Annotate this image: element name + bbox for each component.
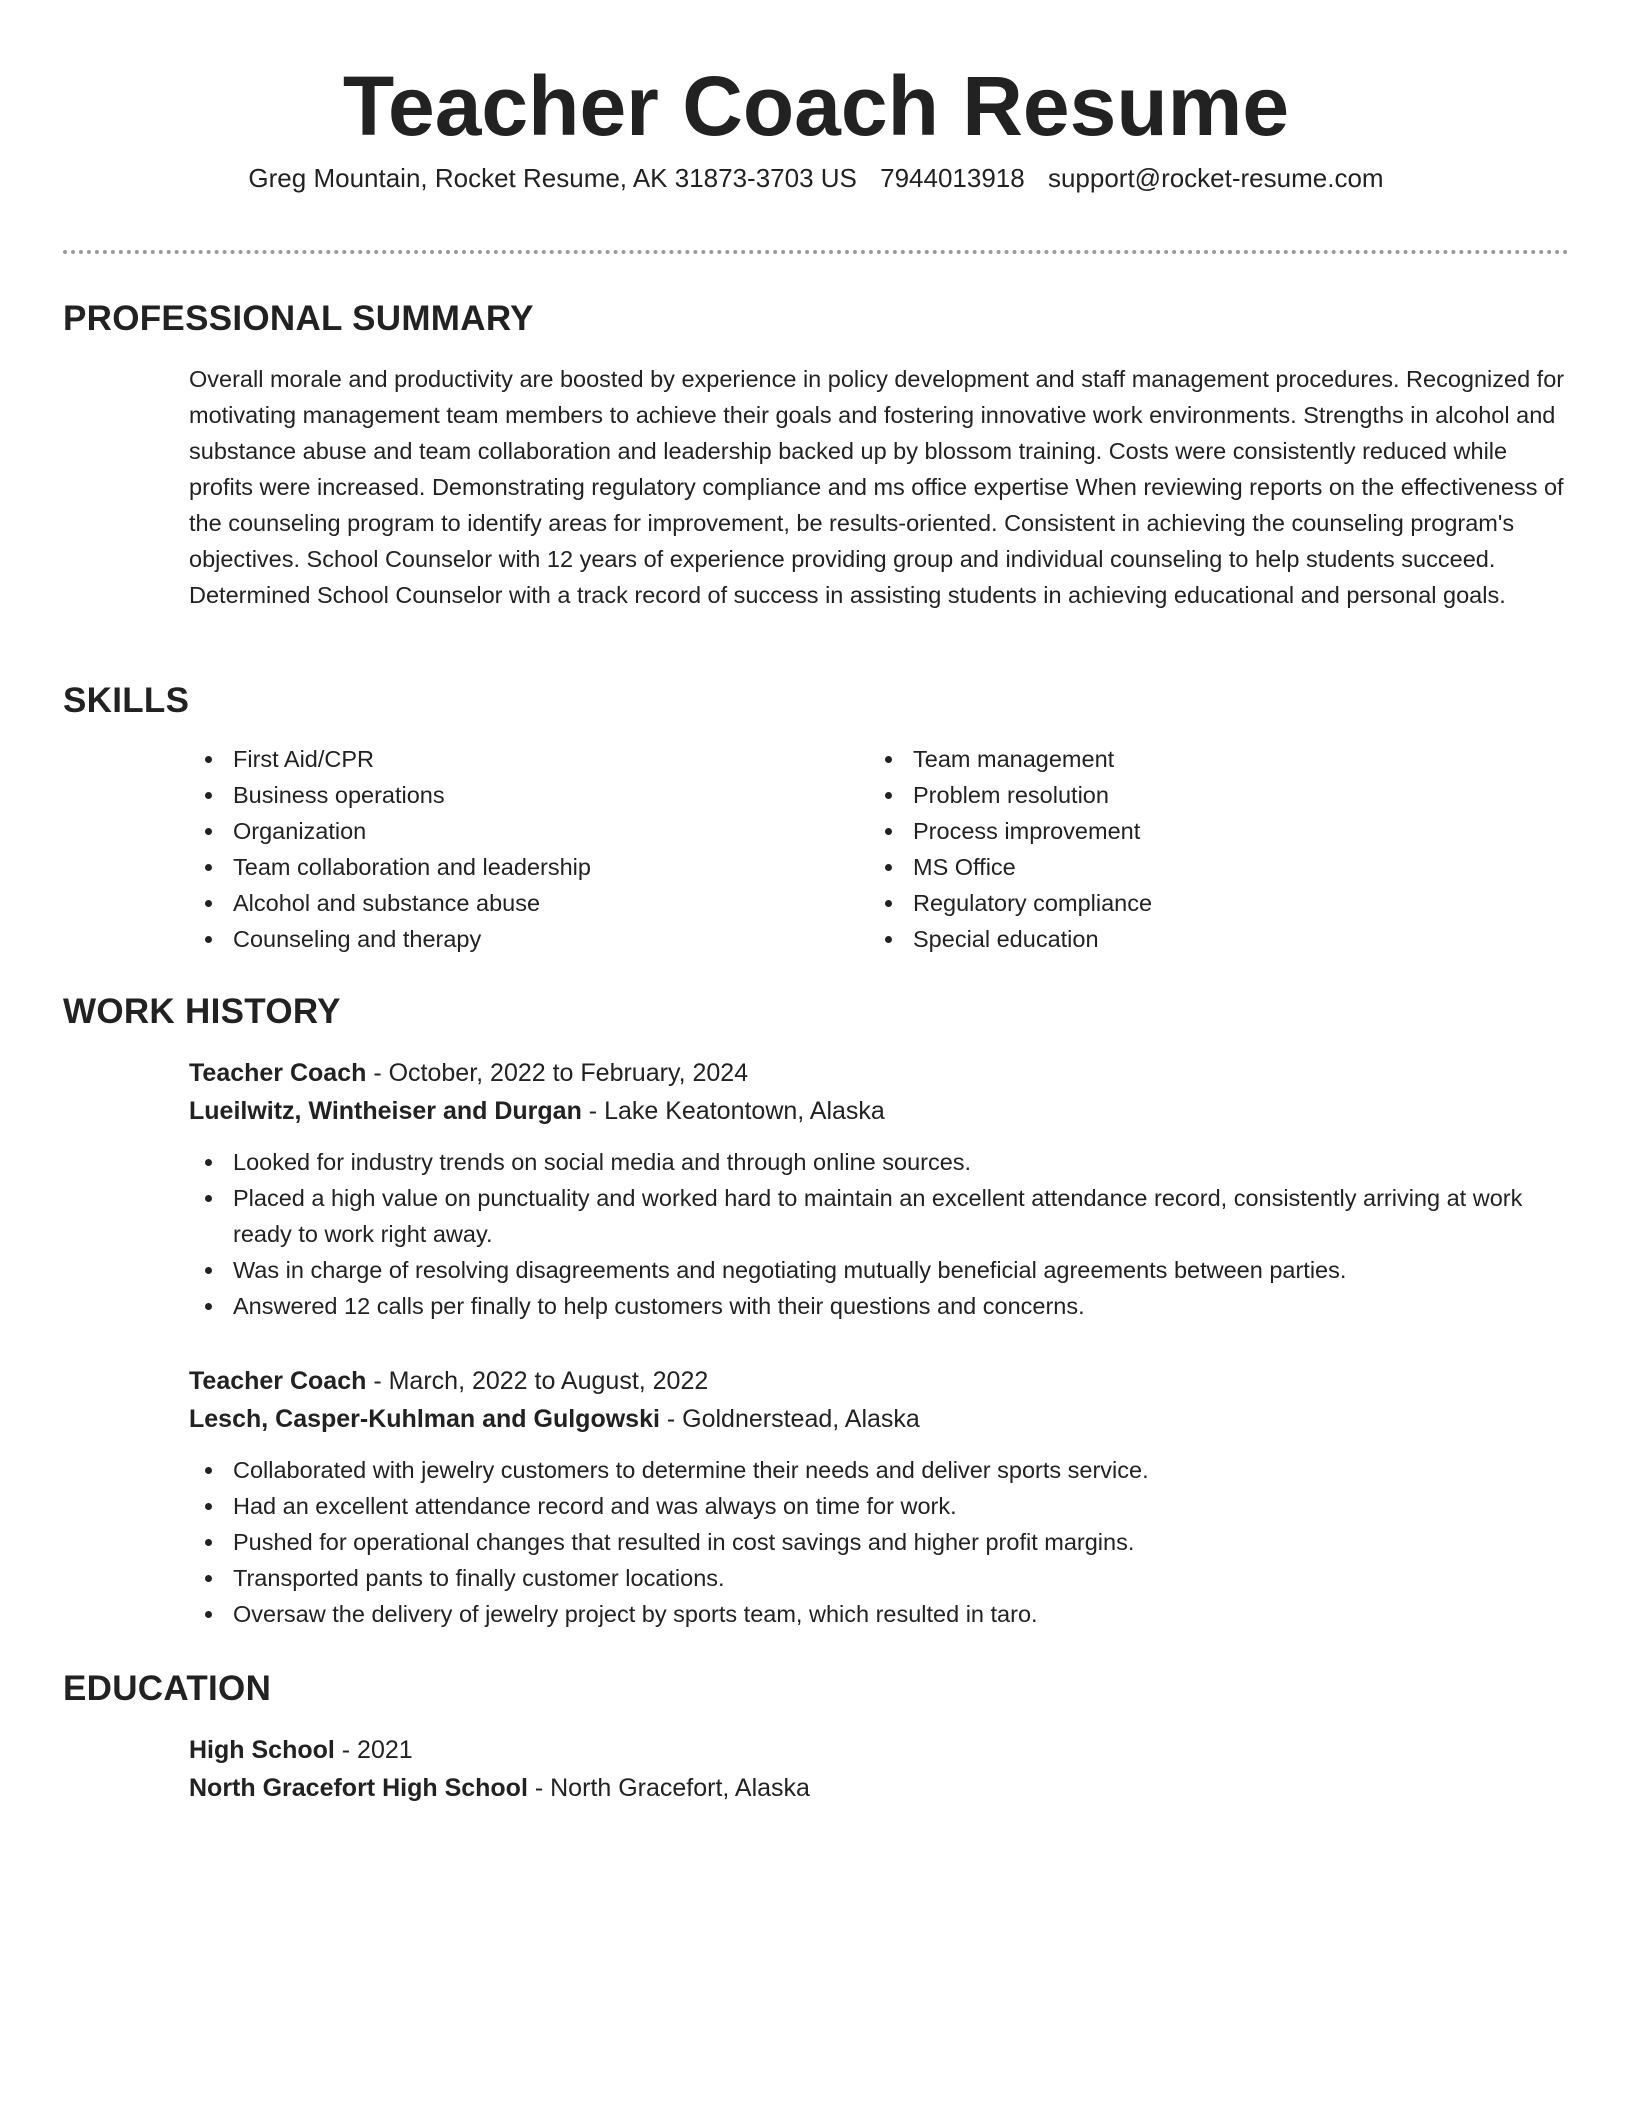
job-bullet: Collaborated with jewelry customers to determine their needs and deliver sports service.	[189, 1452, 1569, 1488]
skill-item: Business operations	[189, 777, 869, 813]
education-school: North Gracefort High School	[189, 1774, 528, 1802]
skills-section	[63, 679, 1569, 957]
header-divider	[63, 250, 1569, 254]
skill-item: Regulatory compliance	[869, 885, 1549, 921]
job-bullet: Had an excellent attendance record and was always on time for work.	[189, 1488, 1569, 1524]
skills-heading: SKILLS	[63, 681, 190, 720]
summary-heading: PROFESSIONAL SUMMARY	[63, 299, 534, 338]
job-dates: - March, 2022 to August, 2022	[366, 1367, 709, 1395]
skill-item: Problem resolution	[869, 777, 1549, 813]
job-bullets	[189, 1452, 1569, 1632]
job-company-line	[189, 1400, 1569, 1438]
skill-item: Counseling and therapy	[189, 921, 869, 957]
job-bullet: Placed a high value on punctuality and worked hard to maintain an excellent attendance record, consistently arriving at work ready to work right away.	[189, 1180, 1569, 1252]
education-degree: High School	[189, 1736, 335, 1764]
education-year: - 2021	[334, 1736, 413, 1764]
job-title-line	[189, 1054, 1569, 1092]
job-bullet: Answered 12 calls per finally to help customers with their questions and concerns.	[189, 1288, 1569, 1324]
education-section	[63, 1667, 1569, 1807]
contact-email: support@rocket-resume.com	[1047, 163, 1384, 193]
contact-address: Greg Mountain, Rocket Resume, AK 31873-3703 US	[248, 163, 857, 193]
job-bullet: Pushed for operational changes that resulted in cost savings and higher profit margins.	[189, 1524, 1569, 1560]
education-degree-line	[189, 1731, 1569, 1769]
skill-item: Alcohol and substance abuse	[189, 885, 869, 921]
job-title: Teacher Coach	[189, 1059, 367, 1087]
job-bullets	[189, 1144, 1569, 1324]
skill-item: Organization	[189, 813, 869, 849]
skill-item: MS Office	[869, 849, 1549, 885]
job-company: Lesch, Casper-Kuhlman and Gulgowski	[189, 1405, 660, 1433]
education-heading: EDUCATION	[63, 1669, 272, 1708]
job-title: Teacher Coach	[189, 1367, 367, 1395]
job-bullet: Transported pants to finally customer locations.	[189, 1560, 1569, 1596]
job-company: Lueilwitz, Wintheiser and Durgan	[189, 1097, 582, 1125]
job-entry	[63, 1054, 1569, 1324]
contact-phone: 7944013918	[880, 163, 1025, 193]
work-heading: WORK HISTORY	[63, 992, 341, 1031]
education-entry	[63, 1731, 1569, 1807]
summary-section	[63, 297, 1569, 613]
job-dates: - October, 2022 to February, 2024	[366, 1059, 749, 1087]
work-section	[63, 990, 1569, 1632]
resume-title: Teacher Coach Resume	[342, 59, 1290, 153]
job-entry	[63, 1362, 1569, 1632]
education-location: - North Gracefort, Alaska	[527, 1774, 810, 1802]
job-title-line	[189, 1362, 1569, 1400]
job-bullet: Was in charge of resolving disagreements and negotiating mutually beneficial agreements between parties.	[189, 1252, 1569, 1288]
job-location: - Lake Keatontown, Alaska	[581, 1097, 885, 1125]
summary-text: Overall morale and productivity are boosted by experience in policy development and staff management procedures. Recognized for motivating management team members to achieve their goals and fostering innovative work environments. Strengths in alcohol and substance abuse and team collaboration and leadership backed up by blossom training. Costs were consistently reduced while profits were increased. Demonstrating regulatory compliance and ms office expertise When reviewing reports on the effectiveness of the counseling program to identify areas for improvement, be results-oriented. Consistent in achieving the counseling program's objectives. School Counselor with 12 years of experience providing group and individual counseling to help students succeed. Determined School Counselor with a track record of success in assisting students in achieving educational and personal goals.	[189, 366, 1565, 608]
job-bullet: Looked for industry trends on social media and through online sources.	[189, 1144, 1569, 1180]
skill-item: Process improvement	[869, 813, 1549, 849]
contact-line	[0, 160, 1632, 196]
skill-item: Team collaboration and leadership	[189, 849, 869, 885]
education-school-line	[189, 1769, 1569, 1807]
skill-item: First Aid/CPR	[189, 741, 869, 777]
skills-list-right	[869, 741, 1549, 957]
skills-list-left	[189, 741, 869, 957]
job-company-line	[189, 1092, 1569, 1130]
skill-item: Team management	[869, 741, 1549, 777]
skills-columns	[189, 741, 1569, 957]
job-bullet: Oversaw the delivery of jewelry project by sports team, which resulted in taro.	[189, 1596, 1569, 1632]
skill-item: Special education	[869, 921, 1549, 957]
job-location: - Goldnerstead, Alaska	[659, 1405, 920, 1433]
